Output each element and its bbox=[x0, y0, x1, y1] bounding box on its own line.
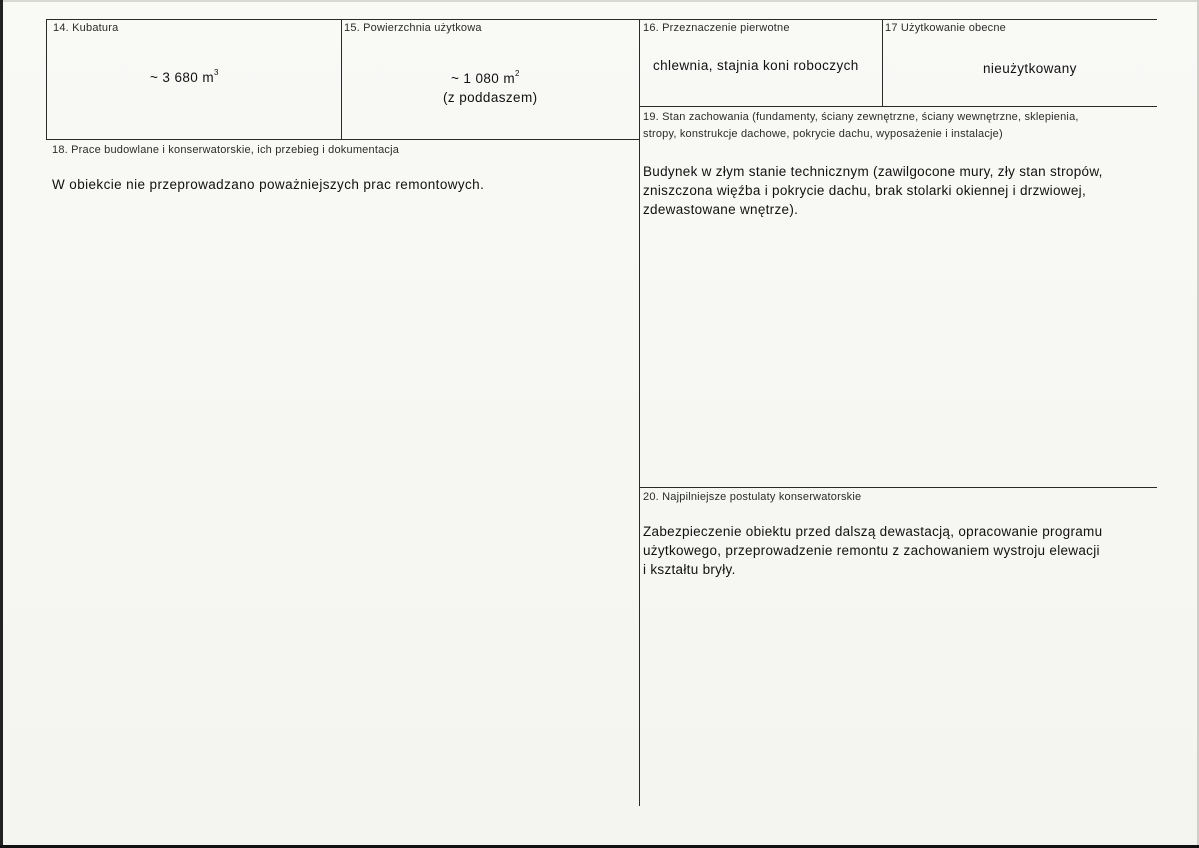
stan-value-line2: zniszczona więźba i pokrycie dachu, brak stolarki okiennej i drzwiowej, bbox=[643, 183, 1086, 198]
rule-row-19-20 bbox=[639, 487, 1157, 488]
rule-row-15-18 bbox=[46, 139, 640, 140]
kubatura-label: 14. Kubatura bbox=[53, 22, 119, 34]
stan-label-line2: stropy, konstrukcje dachowe, pokrycie dachu, wyposażenie i instalacje) bbox=[643, 128, 1003, 140]
kubatura-value-number: ~ 3 680 m bbox=[150, 70, 215, 85]
postulaty-value-line2: użytkowego, przeprowadzenie remontu z zachowaniem wystroju elewacji bbox=[643, 543, 1100, 558]
rule-col-15-16 bbox=[639, 19, 640, 806]
postulaty-value-line1: Zabezpieczenie obiektu przed dalszą dewastacją, opracowanie programu bbox=[643, 524, 1103, 539]
postulaty-value bbox=[643, 522, 1153, 579]
page-edge-left bbox=[0, 0, 3, 848]
uzytkowanie-label: 17 Użytkowanie obecne bbox=[885, 22, 1006, 34]
powierzchnia-value-number: ~ 1 080 m bbox=[451, 71, 516, 86]
rule-col-14-15 bbox=[341, 19, 342, 139]
rule-left bbox=[46, 19, 47, 139]
stan-value-line3: zdewastowane wnętrze). bbox=[643, 202, 799, 217]
przeznaczenie-label: 16. Przeznaczenie pierwotne bbox=[643, 22, 790, 34]
przeznaczenie-value: chlewnia, stajnia koni roboczych bbox=[653, 58, 859, 73]
powierzchnia-label: 15. Powierzchnia użytkowa bbox=[344, 22, 482, 34]
rule-row-16-19 bbox=[639, 106, 1157, 107]
powierzchnia-value-exponent: 2 bbox=[515, 69, 520, 78]
kubatura-value bbox=[150, 70, 219, 85]
rule-top bbox=[46, 19, 1157, 20]
stan-value-line1: Budynek w złym stanie technicznym (zawilgocone mury, zły stan stropów, bbox=[643, 164, 1103, 179]
page-edge-top bbox=[0, 0, 1199, 2]
kubatura-value-exponent: 3 bbox=[214, 68, 219, 77]
prace-value: W obiekcie nie przeprowadzano poważniejszych prac remontowych. bbox=[52, 177, 485, 192]
postulaty-label: 20. Najpilniejsze postulaty konserwatorskie bbox=[643, 491, 862, 503]
uzytkowanie-value: nieużytkowany bbox=[983, 61, 1077, 76]
prace-label: 18. Prace budowlane i konserwatorskie, ich przebieg i dokumentacja bbox=[52, 144, 400, 156]
postulaty-value-line3: i kształtu bryły. bbox=[643, 562, 736, 577]
stan-label-line1: 19. Stan zachowania (fundamenty, ściany zewnętrzne, ściany wewnętrzne, sklepienia, bbox=[643, 111, 1079, 123]
stan-value bbox=[643, 162, 1153, 219]
powierzchnia-note: (z poddaszem) bbox=[443, 90, 538, 105]
powierzchnia-value bbox=[451, 71, 520, 86]
rule-col-16-17 bbox=[882, 19, 883, 106]
